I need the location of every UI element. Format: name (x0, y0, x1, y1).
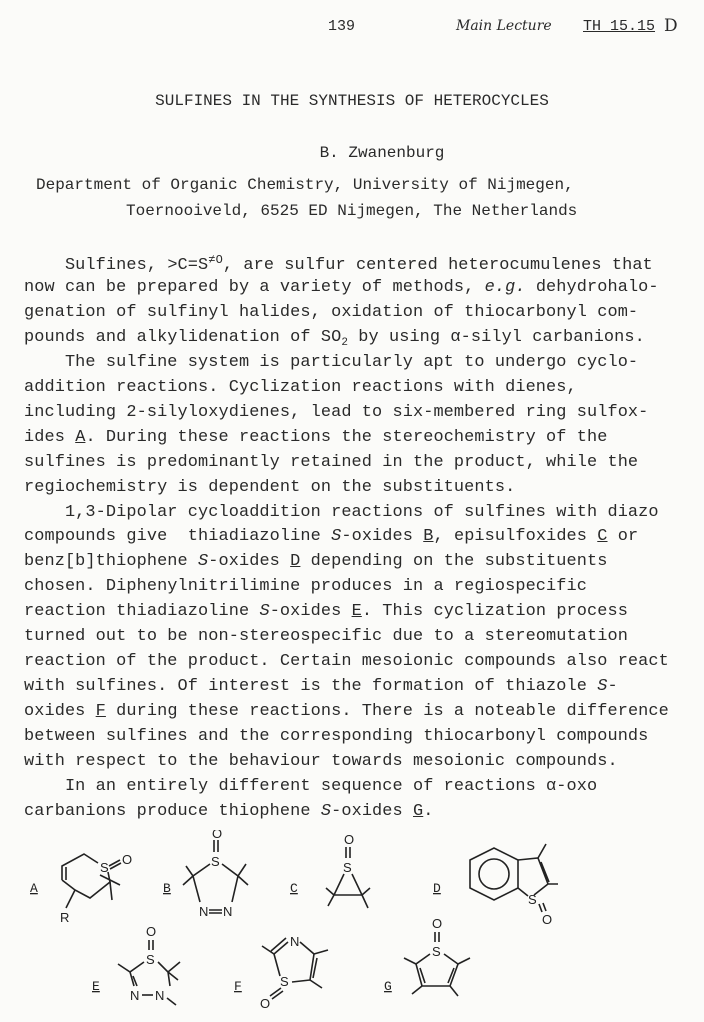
text-segment: between sulfines and the corresponding thiocarbonyl compounds (24, 727, 649, 747)
text-segment: The sulfine system is particularly apt to undergo cyclo- (24, 352, 639, 372)
text-segment: including 2-silyloxydienes, lead to six-membered ring sulfox- (24, 402, 649, 422)
text-segment: now can be prepared by a variety of methods, (24, 277, 485, 297)
session-code: TH 15.15 (583, 18, 656, 35)
paper-title: SULFINES IN THE SYNTHESIS OF HETEROCYCLES (155, 92, 549, 110)
svg-text:O: O (260, 996, 271, 1011)
svg-text:F: F (234, 979, 242, 994)
text-line (24, 428, 607, 447)
svg-text:S: S (211, 854, 220, 869)
text-segment: 2 (341, 336, 349, 349)
text-line (24, 253, 653, 275)
session-letter: D (664, 16, 678, 36)
text-segment: S (198, 552, 209, 572)
text-line (24, 652, 669, 671)
svg-text:N: N (199, 904, 209, 919)
svg-text:O: O (344, 832, 355, 847)
compound-ref: D (290, 552, 301, 572)
text-segment: . (423, 801, 434, 821)
compound-ref: G (413, 801, 424, 821)
text-segment: ≠O (208, 253, 223, 267)
compound-ref: B (423, 527, 434, 547)
text-segment: or (607, 527, 639, 547)
svg-text:S: S (528, 892, 537, 907)
svg-text:O: O (146, 924, 157, 939)
session-label: Main Lecture (456, 18, 552, 34)
svg-text:O: O (432, 916, 443, 931)
text-segment: chosen. Diphenylnitrilimine produces in a regiospecific (24, 577, 587, 597)
text-segment: . This cyclization process (361, 602, 628, 622)
text-line (24, 727, 648, 746)
svg-text:E: E (92, 979, 100, 994)
text-segment: -oxides (331, 801, 413, 821)
text-line (24, 802, 434, 821)
text-segment: - (607, 677, 618, 697)
text-segment: 1,3-Dipolar cycloaddition reactions of sulfines with diazo (24, 502, 659, 522)
text-segment: with sulfines. Of interest is the formation of thiazole (24, 677, 598, 697)
text-line (24, 702, 669, 721)
author: B. Zwanenburg (319, 144, 445, 162)
svg-text:N: N (290, 934, 300, 949)
text-segment: S (331, 527, 342, 547)
text-segment: , are sulfur centered heterocumulenes that (222, 256, 653, 275)
text-segment: , episulfoxides (433, 527, 598, 547)
text-segment: e.g. (484, 277, 526, 297)
text-segment: sulfines is predominantly retained in the product, while the (24, 452, 639, 472)
text-segment: addition reactions. Cyclization reactions with dienes, (24, 377, 577, 397)
compound-ref: F (95, 702, 106, 722)
svg-text:S: S (146, 952, 155, 967)
text-line (24, 552, 608, 571)
text-line (24, 403, 648, 422)
text-segment: reaction of the product. Certain mesoionic compounds also react (24, 652, 669, 672)
text-line (24, 478, 515, 497)
page-number: 139 (328, 18, 356, 35)
text-segment: -oxides (341, 527, 424, 547)
text-line (24, 752, 618, 771)
svg-text:S: S (100, 860, 109, 875)
structure-a (30, 852, 132, 925)
text-line (24, 453, 638, 472)
structure-b (163, 830, 248, 919)
text-line (24, 278, 659, 297)
text-segment: genation of sulfinyl halides, oxidation of thiocarbonyl com- (24, 302, 639, 322)
svg-text:D: D (433, 881, 441, 896)
text-line (24, 777, 597, 796)
text-segment: ides (24, 427, 76, 447)
text-segment: . During these reactions the stereochemistry of the (85, 427, 608, 447)
svg-text:A: A (30, 881, 38, 896)
svg-text:O: O (122, 852, 133, 867)
text-segment: S (320, 801, 332, 821)
text-segment: by using α-silyl carbanions. (348, 327, 645, 347)
svg-text:N: N (223, 904, 233, 919)
text-segment: -oxides (269, 602, 352, 622)
text-segment: oxides (24, 702, 96, 722)
svg-text:N: N (130, 988, 140, 1003)
svg-text:O: O (542, 912, 553, 927)
structure-g (384, 916, 470, 996)
structure-c (290, 832, 370, 908)
text-segment: -oxides (208, 552, 291, 572)
text-line (24, 378, 577, 397)
svg-text:B: B (163, 881, 171, 896)
text-segment: with respect to the behaviour towards mesoionic compounds. (24, 752, 618, 771)
text-line (24, 328, 645, 349)
text-segment: regiochemistry is dependent on the substituents. (24, 477, 516, 497)
svg-text:O: O (212, 830, 223, 841)
text-line (24, 527, 638, 546)
compound-ref: C (597, 527, 608, 547)
text-segment: pounds and alkylidenation of SO (24, 327, 342, 347)
text-segment: In an entirely different sequence of reactions α-oxo (24, 776, 598, 796)
structure-e (92, 924, 180, 1005)
text-segment: benz[b]thiophene (24, 552, 199, 572)
text-line (24, 353, 638, 372)
text-line (24, 627, 628, 646)
svg-text:S: S (432, 944, 441, 959)
svg-text:S: S (280, 974, 289, 989)
svg-text:C: C (290, 881, 298, 896)
text-segment: >C=S (167, 256, 209, 275)
text-segment: depending on the substituents (300, 552, 608, 572)
svg-text:N: N (155, 988, 165, 1003)
text-line (24, 577, 587, 596)
text-line (24, 602, 628, 621)
text-line (24, 503, 659, 522)
svg-text:R: R (60, 910, 70, 925)
text-segment: reaction thiadiazoline (24, 602, 260, 622)
text-line (24, 677, 618, 696)
text-line (24, 303, 638, 322)
structure-d (433, 844, 558, 927)
text-segment: S (259, 602, 270, 622)
structures-figure (0, 830, 704, 1020)
text-segment: during these reactions. There is a noteable difference (105, 702, 669, 722)
text-segment: S (597, 677, 608, 697)
compound-ref: A (75, 427, 86, 447)
text-segment: compounds give thiadiazoline (24, 527, 332, 547)
text-segment: dehydrohalo- (525, 277, 659, 297)
svg-text:G: G (384, 979, 392, 994)
compound-ref: E (351, 602, 362, 622)
svg-text:S: S (343, 860, 352, 875)
text-segment: turned out to be non-stereospecific due to a stereomutation (24, 627, 628, 647)
text-segment: carbanions produce thiophene (24, 801, 321, 821)
text-segment: Sulfines, (24, 256, 168, 275)
affiliation-line-1: Department of Organic Chemistry, University of Nijmegen, (36, 176, 574, 194)
structure-f (234, 934, 328, 1011)
affiliation-line-2: Toernooiveld, 6525 ED Nijmegen, The Netherlands (126, 202, 578, 220)
